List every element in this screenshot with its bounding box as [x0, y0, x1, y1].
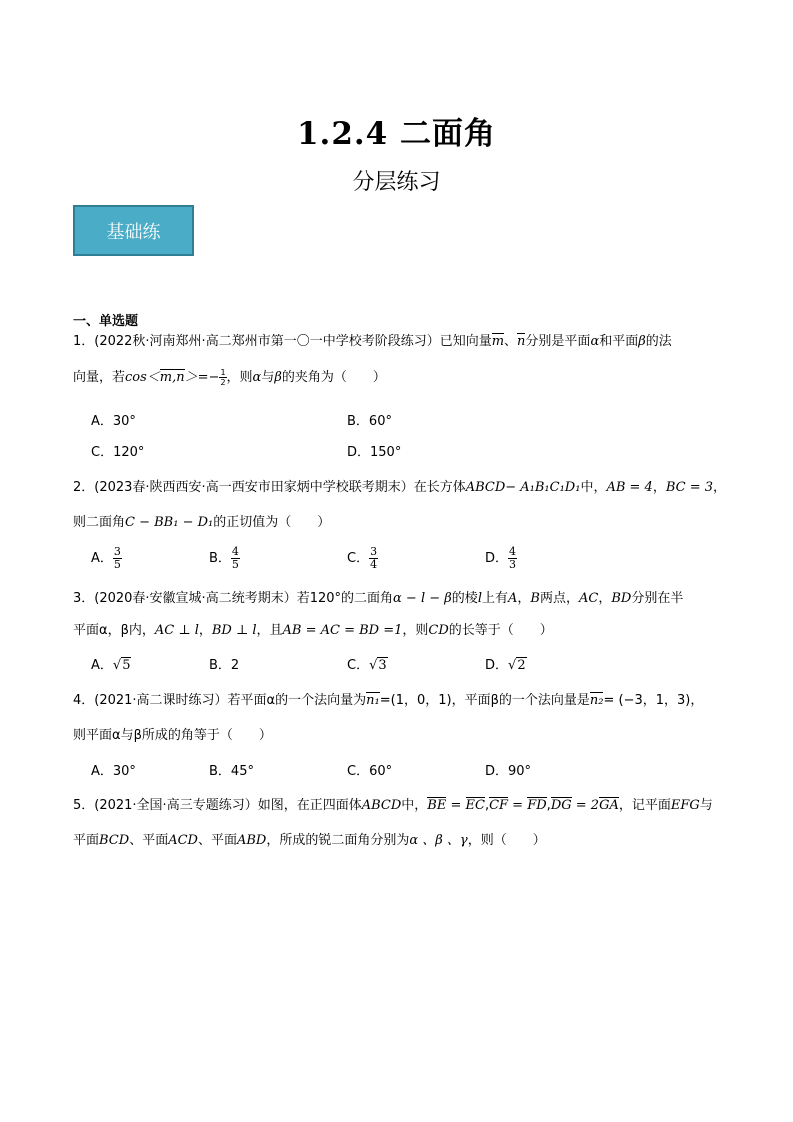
q5-eq: =: [446, 798, 466, 813]
q2-option-b[interactable]: [209, 546, 240, 571]
q1-beta: β: [274, 370, 282, 385]
q2-option-frac: [369, 546, 378, 571]
q3-option-b[interactable]: B．2: [209, 658, 240, 673]
q5-efg: EFG: [670, 798, 700, 813]
q5-text: 平面: [73, 833, 100, 848]
q5-vec-fd: FD: [527, 798, 547, 813]
q5-vec-cf: CF: [489, 798, 509, 813]
frac-den: 5: [231, 558, 239, 571]
frac-den: 4: [370, 558, 378, 571]
q5-text: ，所成的锐二面角分别为: [266, 833, 410, 848]
q2-ab: AB = 4: [606, 480, 653, 495]
q1-option-c[interactable]: C．120°: [91, 445, 145, 460]
q1-beta: β: [638, 334, 646, 349]
q3-option-label: C．: [347, 658, 370, 673]
q1-text: 的法: [645, 334, 672, 349]
q2-comma: ，: [652, 480, 666, 495]
q1-mn: m,n: [159, 370, 185, 385]
q3-sqrt: √3: [369, 658, 387, 673]
q4-option-a[interactable]: A．30°: [91, 764, 136, 779]
q2-option-label: B．: [209, 551, 231, 566]
q4-line1: [73, 692, 703, 710]
q1-text: ，则: [226, 370, 253, 385]
q5-vec-dg: DG: [550, 798, 572, 813]
q5-text: 、平面: [129, 833, 169, 848]
q2-option-label: C．: [347, 551, 370, 566]
q1-text: 的夹角为（ ）: [281, 370, 386, 385]
q4-n1: n₁: [366, 693, 380, 708]
q2-option-frac: [113, 546, 122, 571]
frac-num: 4: [231, 545, 239, 558]
q5-text: ，记平面: [618, 798, 671, 813]
q3-ac: AC: [578, 591, 599, 606]
q3-sqrt: √2: [508, 658, 526, 673]
q3-bdl: BD ⊥ l: [211, 623, 257, 638]
q3-line1: [73, 590, 683, 608]
q4-text: = (−3，1，3)，: [603, 693, 704, 708]
q3-text: ，则: [402, 623, 429, 638]
q2-option-d[interactable]: [485, 546, 517, 571]
q3-text: 的长等于（ ）: [448, 623, 553, 638]
q5-text: 5．(2021·全国·高三专题练习）如图，在正四面体: [73, 798, 362, 813]
q5-acd: ACD: [168, 833, 198, 848]
q1-line2: [73, 368, 386, 387]
q3-option-label: A．: [91, 658, 113, 673]
q3-option-a[interactable]: [91, 654, 131, 673]
q4-option-c[interactable]: C．60°: [347, 764, 393, 779]
q1-option-b[interactable]: B．60°: [347, 414, 392, 429]
q1-cos: cos＜: [125, 370, 160, 385]
q2-angle: C − BB₁ − D₁: [125, 515, 214, 530]
q4-text: 4．(2021·高二课时练习）若平面α的一个法向量为: [73, 693, 367, 708]
q3-text: 的棱: [451, 591, 478, 606]
q2-option-frac: [508, 546, 517, 571]
q5-vec-be: BE: [427, 798, 447, 813]
q3-text: 上有: [481, 591, 508, 606]
q1-eq: ＞=−: [184, 370, 220, 385]
q5-vec-ec: EC: [465, 798, 485, 813]
frac-num: 4: [509, 545, 517, 558]
q1-fraction: [219, 368, 226, 387]
level-badge-label: 基础练: [106, 221, 161, 243]
q3-text: ，且: [256, 623, 283, 638]
q2-line2: [73, 514, 330, 532]
q5-eq: = 2: [571, 798, 600, 813]
q2-text: 2．(2023春·陕西西安·高一西安市田家炳中学校联考期末）在长方体: [73, 480, 466, 495]
section-heading: 一、单选题: [73, 314, 139, 329]
q1-alpha: α: [252, 370, 262, 385]
q1-vector-m: m: [491, 334, 505, 349]
q3-sqrt: √5: [112, 658, 131, 673]
q3-radicand: 3: [378, 658, 387, 673]
frac-den: 5: [113, 558, 121, 571]
q4-n2: n₂: [589, 693, 604, 708]
q2-text: 则二面角: [73, 515, 126, 530]
q3-comma: ，: [517, 591, 531, 606]
q3-radicand: 5: [122, 658, 131, 673]
q4-option-d[interactable]: D．90°: [485, 764, 532, 779]
q3-comma: ，: [198, 623, 212, 638]
q2-option-a[interactable]: [91, 546, 122, 571]
q4-option-b[interactable]: B．45°: [209, 764, 254, 779]
q3-text: 平面α，β内，: [73, 623, 155, 638]
q4-line2: 则平面α与β所成的角等于（ ）: [73, 728, 272, 743]
q2-text: 的正切值为（ ）: [213, 515, 331, 530]
q1-vector-n: n: [517, 334, 526, 349]
q3-eqs: AB = AC = BD =1: [282, 623, 403, 638]
q2-bc: BC = 3: [665, 480, 714, 495]
q1-alpha: α: [590, 334, 600, 349]
q1-option-d[interactable]: D．150°: [347, 445, 402, 460]
q2-option-label: D．: [485, 551, 509, 566]
frac-den: 3: [509, 558, 517, 571]
q4-text: =(1，0，1)，平面β的一个法向量是: [379, 693, 590, 708]
q5-text: 与: [699, 798, 713, 813]
q1-text: 和平面: [599, 334, 639, 349]
q3-comma: ，: [598, 591, 612, 606]
q3-text: 两点，: [539, 591, 579, 606]
frac-num: 3: [370, 545, 378, 558]
q2-comma: ，: [713, 480, 727, 495]
q1-option-a[interactable]: A．30°: [91, 414, 136, 429]
q1-frac-den: 2: [220, 378, 226, 387]
q3-text: 3．(2020春·安徽宣城·高二统考期末）若120°的二面角: [73, 591, 394, 606]
q3-option-d[interactable]: [485, 654, 527, 673]
q5-vec-ga: GA: [599, 798, 619, 813]
q3-text: 分别在半: [631, 591, 684, 606]
q3-radicand: 2: [517, 658, 526, 673]
frac-num: 3: [113, 545, 121, 558]
q5-text: ，则（ ）: [467, 833, 546, 848]
q3-point-b: B: [530, 591, 540, 606]
q2-line1: [73, 479, 726, 497]
page-subtitle: 分层练习: [352, 170, 441, 195]
q2-box: ABCD− A₁B₁C₁D₁: [465, 480, 581, 495]
q3-point-a: A: [508, 591, 518, 606]
q1-text: 1．(2022秋·河南郑州·高二郑州市第一〇一中学校考阶段练习）已知向量: [73, 334, 492, 349]
q3-bd: BD: [611, 591, 632, 606]
level-badge: [73, 205, 194, 256]
q3-l: l: [477, 591, 482, 606]
q1-text: 与: [261, 370, 275, 385]
q5-bcd: BCD: [99, 833, 130, 848]
q5-abcd: ABCD: [361, 798, 402, 813]
q1-line1: [73, 333, 672, 351]
q1-text: 分别是平面: [525, 334, 591, 349]
q5-greek: α 、β 、γ: [409, 833, 468, 848]
q3-edge: α − l − β: [393, 591, 452, 606]
q2-option-frac: [231, 546, 240, 571]
q5-line2: [73, 832, 546, 850]
q2-text: 中，: [580, 480, 607, 495]
q1-frac-num: 1: [220, 368, 226, 377]
q5-comma: ,: [546, 798, 551, 813]
q5-text: 、平面: [197, 833, 237, 848]
q3-line2: [73, 622, 553, 640]
q3-option-c[interactable]: [347, 654, 388, 673]
q3-acl: AC ⊥ l: [154, 623, 199, 638]
q1-text: 向量，若: [73, 370, 126, 385]
q3-cd: CD: [428, 623, 449, 638]
page-title: 1.2.4 二面角: [296, 116, 497, 152]
q5-comma: ,: [484, 798, 490, 813]
q5-line1: [73, 797, 713, 815]
q5-eq: =: [508, 798, 528, 813]
q1-sep: 、: [504, 334, 518, 349]
q5-abd: ABD: [236, 833, 267, 848]
q5-text: 中，: [401, 798, 428, 813]
q3-option-label: D．: [485, 658, 509, 673]
q2-option-label: A．: [91, 551, 113, 566]
q2-option-c[interactable]: [347, 546, 378, 571]
